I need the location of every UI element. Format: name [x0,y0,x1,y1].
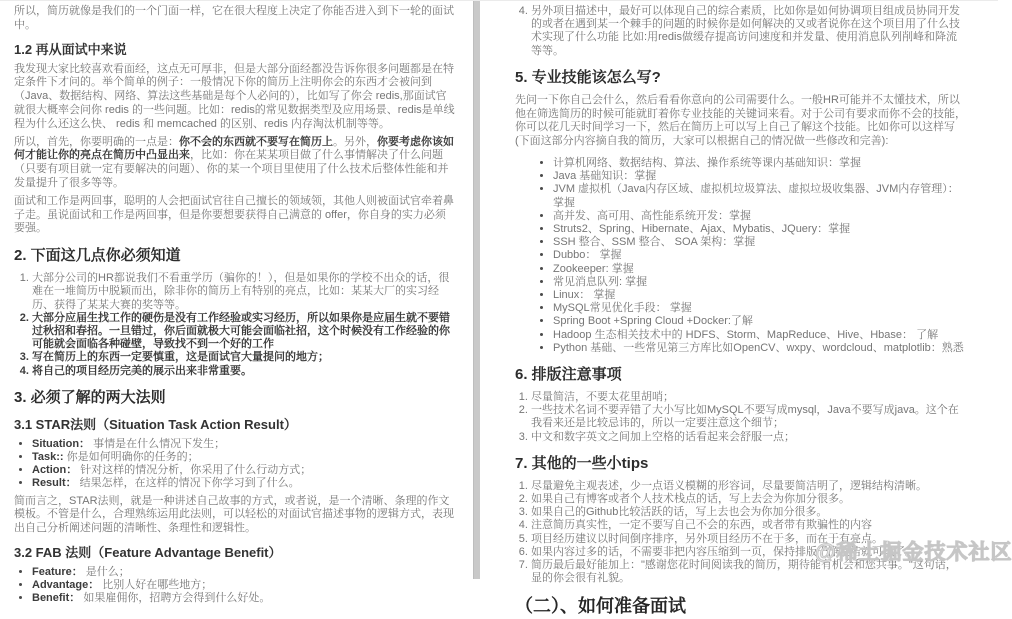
heading-7-other-tips: 7. 其他的一些小tips [515,454,649,472]
list-item: • Zookeeper: 掌握 [553,263,967,276]
paragraph-skills-intro: 先问一下你自己会什么，然后看看你意向的公司需要什么。一般HR可能并不太懂技术，所以他在筛选简历的时候可能就盯着你专业技能的关键词来看。对于公司有要求而你不会的技能，你可以花几天时间学习一下，然后在简历上可以写上自己了解这个技能。比如你可以这样写(下面这部分内容摘自我的简历，大家可以根据自己的情况做一些修改和完善): [515,93,966,148]
heading-prepare-interview: （二）、如何准备面试 [515,596,686,617]
fab-rule-list [14,566,456,606]
list-item: • Situation： 事情是在什么情况下发生； [32,438,456,451]
list-item: • Task:: 你是如何明确你的任务的； [32,451,456,464]
layout-notes-list [515,391,967,444]
list-item: 4. 将自己的项目经历完美的展示出来非常重要。 [32,365,456,378]
list-item: • Java 基础知识：掌握 [553,170,967,183]
list-item: 6. 如果内容过多的话，不需要非把内容压缩到一页，保持排版干净整洁就可以了。 [531,546,967,559]
list-item: 2. 大部分应届生找工作的硬伤是没有工作经验或实习经历，所以如果你是应届生就不要错过秋招和春招。一旦错过，你后面就极大可能会面临社招，这个时候没有工作经验的你可能就会面临各种碰壁，导致找不到一个好的工作 [32,312,456,352]
list-item: 4. 注意简历真实性，一定不要写自己不会的东西，或者带有欺骗性的内容 [531,519,967,532]
heading-3-1-star-rule: 3.1 STAR法则（Situation Task Action Result） [14,416,297,432]
list-item: • Benefit： 如果雇佣你，招聘方会得到什么好处。 [32,592,456,605]
list-item: • 计算机网络、数据结构、算法、操作系统等课内基础知识：掌握 [553,157,967,170]
paragraph-resume-highlights: 所以，首先，你要明确的一点是：你不会的东西就不要写在简历上。另外，你要考虑你该如何才能让你的亮点在简历中凸显出来，比如：你在某某项目做了什么事情解决了什么问题（只要有项目就一定有要解决的问题）、你的某一个项目里使用了什么技术后整体性能和并发量提升了很多等等。 [14,135,454,189]
list-item: 2. 一些技术名词不要弄错了大小写比如MySQL不要写成mysql，Java不要写成java。这个在我看来还是比较忌讳的，所以一定要注意这个细节； [531,404,967,430]
list-item: • Spring Boot +Spring Cloud +Docker:了解 [553,315,967,328]
list-item: 4. 另外项目描述中，最好可以体现自己的综合素质，比如你是如何协调项目组成员协同开发的或者在遇到某一个棘手的问题的时候你是如何解决的又或者说你在这个项目用了什么技术实现了什么功能 比如:用redis做缓存提高访问速度和并发量、使用消息队列削峰和降流等等。 [531,5,967,58]
heading-3-2-fab-rule: 3.2 FAB 法则（Feature Advantage Benefit） [14,544,282,560]
right-column [515,1,967,619]
list-item: 7. 简历最后最好能加上："感谢您花时间阅读我的简历，期待能有机会和您共事。"这句话，显的你会很有礼貌。 [531,559,967,585]
list-item: • Result： 结果怎样，在这样的情况下你学习到了什么。 [32,477,456,490]
list-item: 2. 如果自己有博客或者个人技术栈点的话，写上去会为你加分很多。 [531,493,967,506]
list-item: • 高并发、高可用、高性能系统开发：掌握 [553,210,967,223]
must-know-list [14,272,456,378]
list-item: 1. 大部分公司的HR都说我们不看重学历（骗你的！），但是如果你的学校不出众的话，很难在一堆简历中脱颖而出，除非你的简历上有特别的亮点，比如：某某大厂的实习经历、获得了某某大赛的奖等等。 [32,272,456,312]
project-description-list [515,5,967,58]
heading-2-must-know: 2. 下面这几点你必须知道 [14,247,181,265]
heading-5-skills: 5. 专业技能该怎么写? [515,68,661,86]
list-item: • MySQL常见优化手段： 掌握 [553,302,967,315]
skills-list [515,157,967,355]
paragraph-interview-vs-work: 面试和工作是两回事，聪明的人会把面试官往自己擅长的领域领，其他人则被面试官牵着鼻子走。虽说面试和工作是两回事，但是你要想要获得自己满意的 offer，你自身的实力必须要强。 [14,194,454,235]
heading-6-layout-notes: 6. 排版注意事项 [515,366,622,384]
heading-3-two-rules: 3. 必须了解的两大法则 [14,388,166,406]
left-column [14,1,456,610]
list-item: • JVM 虚拟机（Java内存区域、虚拟机垃圾算法、虚拟垃圾收集器、JVM内存管理）： 掌握 [553,183,967,209]
list-item: 1. 尽量避免主观表述，少一点语义模糊的形容词，尽量要简洁明了，逻辑结构清晰。 [531,480,967,493]
intro-paragraph: 所以，简历就像是我们的一个门面一样，它在很大程度上决定了你能否进入到下一轮的面试中。 [14,5,454,31]
list-item: • Linux： 掌握 [553,289,967,302]
column-divider [473,1,480,579]
list-item: • Advantage： 比别人好在哪些地方； [32,579,456,592]
list-item: • Struts2、Spring、Hibernate、Ajax、Mybatis、JQuery：掌握 [553,223,967,236]
star-rule-list [14,438,456,491]
list-item: 3. 如果自己的Github比较活跃的话，写上去也会为你加分很多。 [531,506,967,519]
list-item: • SSH 整合、SSM 整合、 SOA 架构：掌握 [553,236,967,249]
list-item: 3. 中文和数字英文之间加上空格的话看起来会舒服一点； [531,431,967,444]
list-item: • 常见消息队列: 掌握 [553,276,967,289]
list-item: • Hadoop 生态相关技术中的 HDFS、Storm、MapReduce、Hive、Hbase： 了解 [553,329,967,342]
watermark: @稀土掘金技术社区 [815,541,1012,564]
paragraph-star-summary: 简而言之，STAR法则，就是一种讲述自己故事的方式，或者说，是一个清晰、条理的作文模板。不管是什么，合理熟练运用此法则，可以轻松的对面试官描述事物的逻辑方式，表现出自己分析阐述问题的清晰性、条理性和逻辑性。 [14,494,454,535]
list-item: • Action： 针对这样的情况分析，你采用了什么行动方式； [32,464,456,477]
list-item: • Dubbo： 掌握 [553,249,967,262]
heading-1-2-interview: 1.2 再从面试中来说 [14,41,127,57]
paragraph-interview-experience: 我发现大家比较喜欢看面经，这点无可厚非，但是大部分面经都没告诉你很多问题都是在特定条件下才问的。举个简单的例子：一般情况下你的简历上注明你会的东西才会被问到（Java、数据结构、网络、算法这些基础是每个人必问的），比如写了你会 redis,那面试官就很大概率会问你 redis 的一些问题。比如：redis的常见数据类型及应用场景、redis是单线程为什么还这么快、 redis 和 memcached 的区别、redis 内存淘汰机制等等。 [14,62,455,130]
list-item: 1. 尽量简洁，不要太花里胡哨； [531,391,967,404]
other-tips-list [515,480,967,586]
list-item: • Python 基础、一些常见第三方库比如OpenCV、wxpy、wordcloud、matplotlib：熟悉 [553,342,967,355]
list-item: 3. 写在简历上的东西一定要慎重，这是面试官大量提问的地方； [32,351,456,364]
list-item: 5. 项目经历建议以时间倒序排序，另外项目经历不在于多，而在于有亮点。 [531,533,967,546]
list-item: • Feature： 是什么； [32,566,456,579]
